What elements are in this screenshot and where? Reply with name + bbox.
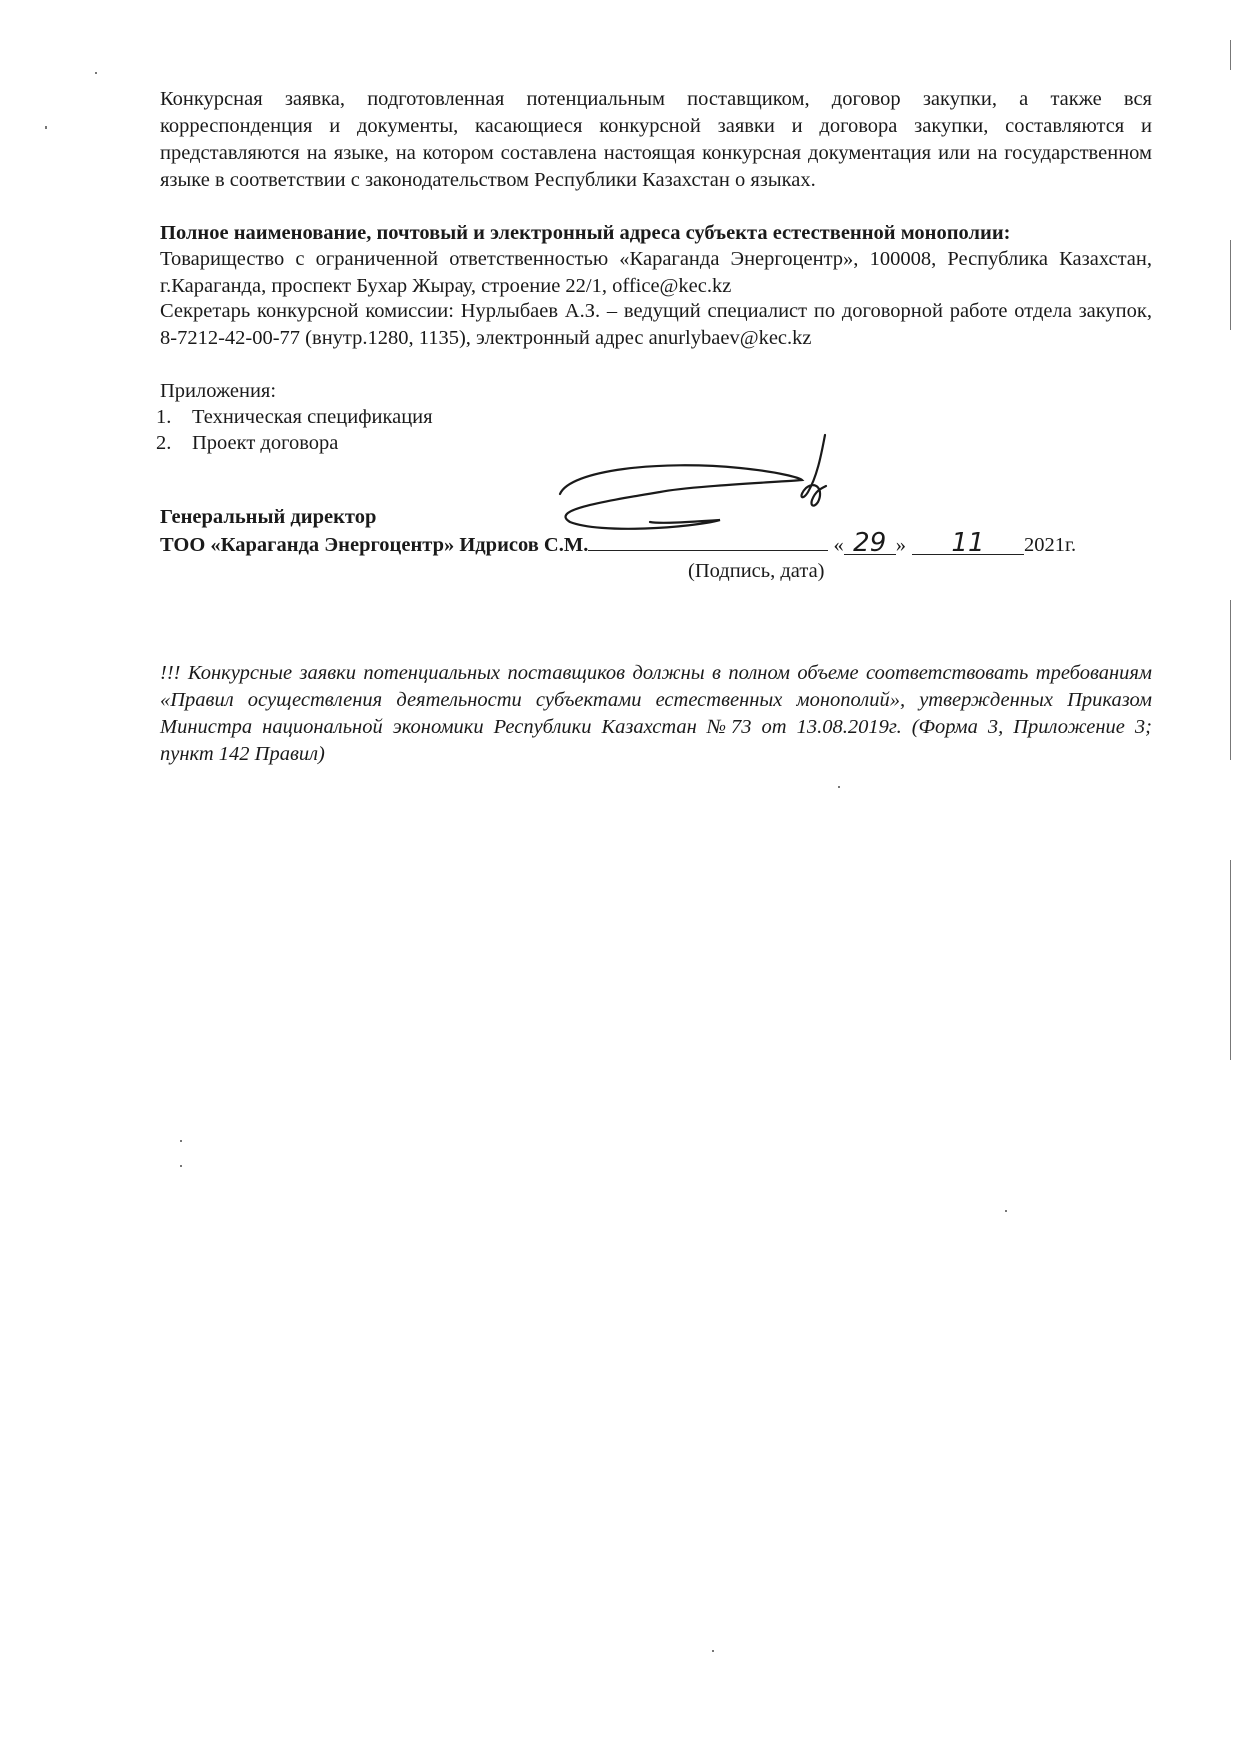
requirements-note: !!! Конкурсные заявки потенциальных поставщиков должны в полном объеме соответствовать требованиям «Правил осуществления деятельности субъектами естественных монополий», утвержденных Приказом Министра национальной экономики Республики Казахстан №73 от 13.08.2019г. (Форма 3, Приложение 3; пункт 142 Правил): [160, 662, 1152, 765]
date-year: 2021г.: [1023, 534, 1077, 556]
secretary-info: Секретарь конкурсной комиссии: Нурлыбаев А.З. – ведущий специалист по договорной работе отдела закупок, 8-7212-42-00-77 (внутр.1280, 1135), электронный адрес anurlybaev@kec.kz: [160, 300, 1152, 349]
language-paragraph-text: Конкурсная заявка, подготовленная потенциальным поставщиком, договор закупки, а также вся корреспонденция и документы, касающиеся конкурсной заявки и договора закупки, составляются и представляются на языке, на котором составлена настоящая конкурсная документация или на государственном языке в соответствии с законодательством Республики Казахстан о языках.: [160, 88, 1152, 191]
attachments-title: Приложения:: [160, 380, 277, 402]
quote-open: «: [833, 534, 844, 556]
quote-close: »: [895, 534, 906, 556]
scan-edge-marks: [1226, 0, 1240, 1754]
signature-caption: (Подпись, дата): [688, 560, 825, 582]
attachment-label: Проект договора: [192, 432, 339, 454]
attachment-number: 2.: [156, 432, 172, 454]
scan-speck: [180, 1140, 182, 1142]
scan-speck: [1005, 1210, 1007, 1212]
scan-speck: [838, 786, 840, 788]
scan-speck: [45, 126, 47, 129]
attachment-item: [156, 406, 433, 429]
director-signature-line: [160, 528, 1077, 558]
director-title: Генеральный директор: [160, 506, 377, 528]
date-day: 29: [844, 532, 896, 555]
date-month: 11: [912, 532, 1024, 555]
attachment-label: Техническая спецификация: [192, 406, 433, 428]
scan-speck: [180, 1165, 182, 1167]
company-info: Товарищество с ограниченной ответственностью «Караганда Энергоцентр», 100008, Республика Казахстан, г.Караганда, проспект Бухар Жырау, строение 22/1, office@kec.kz: [160, 248, 1152, 297]
handwritten-signature: [540, 430, 860, 540]
attachment-number: 1.: [156, 406, 172, 428]
address-heading: Полное наименование, почтовый и электронный адреса субъекта естественной монополии:: [160, 222, 1011, 244]
attachment-item: [156, 432, 338, 455]
signature-blank: [588, 532, 828, 551]
scan-speck: [712, 1650, 714, 1652]
scan-speck: [95, 72, 97, 74]
director-name: ТОО «Караганда Энергоцентр» Идрисов С.М.: [160, 534, 589, 556]
language-paragraph: [160, 86, 1152, 194]
